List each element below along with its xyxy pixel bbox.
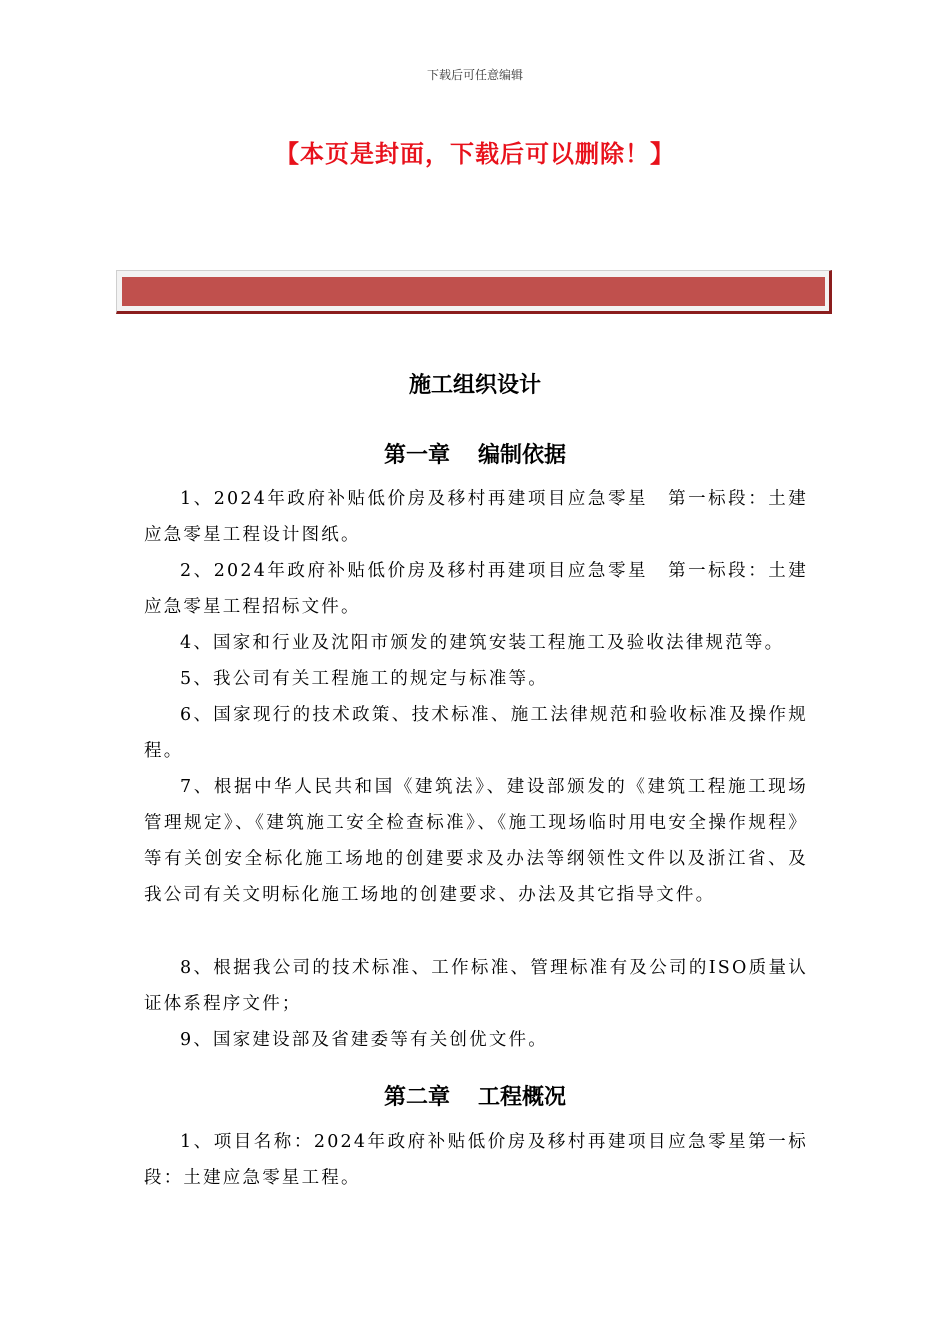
cover-notice: 【本页是封面，下载后可以删除！】: [275, 139, 675, 168]
chapter-1-item-9: 9、国家建设部及省建委等有关创优文件。: [180, 1030, 548, 1050]
chapter-2-heading: [0, 1080, 950, 1111]
chapter-2-name: 工程概况: [478, 1084, 567, 1110]
chapter-1-item-5: 5、我公司有关工程施工的规定与标准等。: [180, 669, 548, 689]
chapter-1-item-7: 7、根据中华人民共和国《建筑法》、建设部颁发的《建筑工程施工现场管理规定》、《建筑施工安全检查标准》、《施工现场临时用电安全操作规程》等有关创安全标化施工场地的创建要求及办法等纲领性文件以及浙江省、及我公司有关文明标化施工场地的创建要求、办法及其它指导文件。: [144, 777, 808, 905]
decorative-banner: [116, 270, 832, 314]
chapter-2-number: 第二章: [383, 1084, 450, 1110]
chapter-1-item-6: 6、国家现行的技术政策、技术标准、施工法律规范和验收标准及操作规程。: [144, 705, 808, 761]
chapter-1-item-2: 2、2024年政府补贴低价房及移村再建项目应急零星 第一标段：土建应急零星工程招标文件。: [144, 561, 808, 617]
chapter-1-number: 第一章: [383, 442, 450, 468]
chapter-1-item-4: 4、国家和行业及沈阳市颁发的建筑安装工程施工及验收法律规范等。: [180, 633, 785, 653]
document-title: 施工组织设计: [408, 372, 541, 398]
chapter-1-item-8: 8、根据我公司的技术标准、工作标准、管理标准有及公司的ISO质量认证体系程序文件；: [144, 958, 808, 1014]
chapter-1-name: 编制依据: [478, 442, 567, 468]
chapter-1-item-1: 1、2024年政府补贴低价房及移村再建项目应急零星 第一标段：土建应急零星工程设计图纸。: [144, 489, 808, 545]
banner-fill: [122, 277, 825, 306]
header-note: 下载后可任意编辑: [426, 68, 523, 82]
chapter-1-heading: [0, 438, 950, 469]
chapter-2-item-1: 1、项目名称：2024年政府补贴低价房及移村再建项目应急零星第一标段：土建应急零星工程。: [144, 1132, 808, 1188]
